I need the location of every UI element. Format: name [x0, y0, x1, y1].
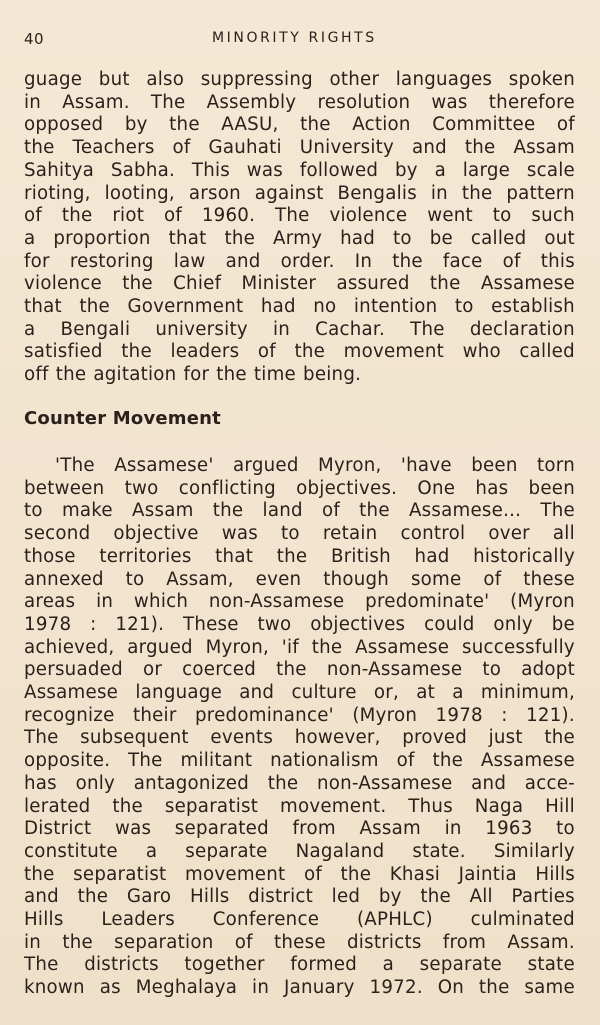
text-line: in the separation of these districts from Assam. [24, 931, 575, 953]
text-line: of the riot of 1960. The violence went to such [24, 205, 575, 227]
text-line: The subsequent events however, proved just the [24, 727, 575, 749]
text-line: violence the Chief Minister assured the Assamese [24, 273, 575, 295]
text-line: known as Meghalaya in January 1972. On the same [24, 977, 575, 999]
text-line: opposed by the AASU, the Action Committee of [24, 114, 575, 136]
text-line: satisfied the leaders of the movement who called [24, 341, 575, 363]
text-line: lerated the separatist movement. Thus Naga Hill [24, 795, 575, 817]
text-line: the Teachers of Gauhati University and the Assam [24, 137, 575, 159]
text-line: achieved, argued Myron, 'if the Assamese successfully [24, 636, 575, 658]
text-line: Hills Leaders Conference (APHLC) culminated [24, 909, 575, 931]
text-line: recognize their predominance' (Myron 1978 : 121). [24, 704, 575, 726]
text-line: between two conflicting objectives. One has been [24, 477, 575, 499]
running-title: MINORITY RIGHTS [212, 30, 377, 46]
text-line: in Assam. The Assembly resolution was therefore [24, 91, 575, 113]
text-line: that the Government had no intention to establish [24, 296, 575, 318]
text-line: has only antagonized the non-Assamese and acce- [24, 772, 575, 794]
text-line: constitute a separate Nagaland state. Similarly [24, 840, 575, 862]
text-line: District was separated from Assam in 1963 to [24, 818, 575, 840]
text-line: 'The Assamese' argued Myron, 'have been torn [55, 455, 575, 476]
text-line: Sahitya Sabha. This was followed by a large scale [24, 159, 575, 181]
text-line: The districts together formed a separate state [24, 954, 575, 976]
text-line: persuaded or coerced the non-Assamese to adopt [24, 659, 575, 681]
text-line: guage but also suppressing other languages spoken [24, 69, 575, 90]
section-heading: Counter Movement [24, 408, 221, 429]
text-line: 1978 : 121). These two objectives could only be [24, 613, 575, 635]
text-line: for restoring law and order. In the face of this [24, 250, 575, 272]
text-line: annexed to Assam, even though some of these [24, 568, 575, 590]
text-line: those territories that the British had historically [24, 545, 575, 567]
text-line: areas in which non-Assamese predominate' (Myron [24, 591, 575, 613]
running-head [24, 30, 576, 52]
text-line: rioting, looting, arson against Bengalis in the pattern [24, 182, 575, 204]
paragraph-2 [24, 455, 575, 1000]
text-line: to make Assam the land of the Assamese... The [24, 500, 575, 522]
paragraph-1 [24, 69, 575, 387]
text-line: second objective was to retain control over all [24, 523, 575, 545]
text-line: a proportion that the Army had to be called out [24, 227, 575, 249]
text-line: opposite. The militant nationalism of the Assamese [24, 750, 575, 772]
text-line: off the agitation for the time being. [24, 364, 362, 386]
text-line: and the Garo Hills district led by the All Parties [24, 886, 575, 908]
text-line: Assamese language and culture or, at a minimum, [24, 682, 575, 704]
page-number: 40 [24, 30, 45, 48]
text-line: the separatist movement of the Khasi Jaintia Hills [24, 863, 575, 885]
text-line: a Bengali university in Cachar. The declaration [24, 318, 575, 340]
